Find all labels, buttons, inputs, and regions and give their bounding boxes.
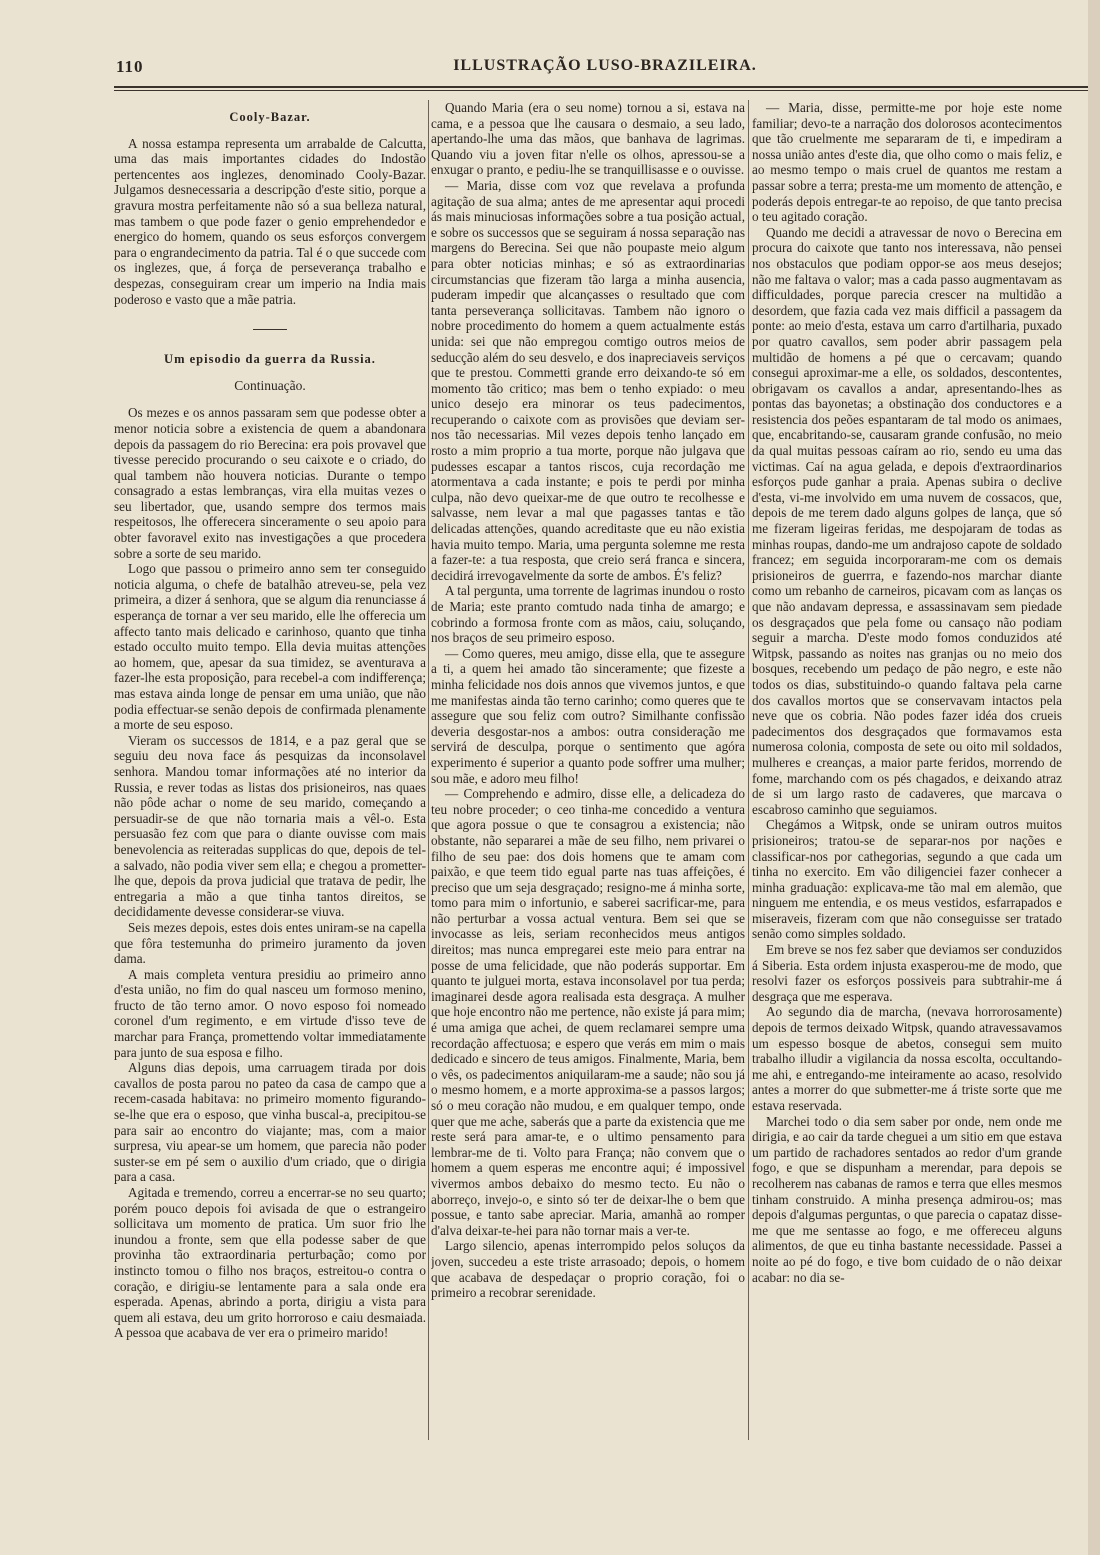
article-subtitle: Continuação. [234, 377, 306, 393]
page-header [116, 57, 1094, 85]
header-rule-thin [114, 90, 1094, 91]
article-paragraph: Chegámos a Witpsk, onde se uniram outros muitos prisioneiros; tratou-se de separar-nos por nações e classificar-nos por cathegorias, segundo a que cada um tinha no exercito. Em vão diligenciei fazer conhecer a minha graduação: explicava-me tão mal em alemão, que ninguem me entendia, e os meus vestidos, esfarrapados e miseraveis, fizeram com que não conseguisse ser tratado senão como simples soldado. [752, 817, 1062, 942]
article-paragraph: A nossa estampa representa um arrabalde de Calcutta, uma das mais importantes cidades do Indostão pertencentes aos inglezes, denominado Cooly-Bazar. Julgamos desnecessaria a descripção d'este sitio, porque a gravura mostra perfeitamente não só a sua belleza natural, mas tambem o que pode fazer o genio emprehendedor e energico do homem, quando os seus esforços convergem para o engrandecimento da patria. Tal é o que succede com os inglezes, que, á força de perseverança trabalho e despezas, conseguiram crear um imperio na India mais poderoso e vasto que a mãe patria. [114, 135, 426, 307]
article-paragraph: Agitada e tremendo, correu a encerrar-se no seu quarto; porém pouco depois foi avisada de que o estrangeiro sollicitava um momento de pratica. Um suor frio lhe inundou a fronte, sem que ella podesse saber de que provinha tão extraordinaria perturbação; como por instincto tomou o filho nos braços, estreitou-o contra o coração, e dirigiu-se lentamente para a sala onde era esperada. Apenas, abrindo a porta, dirigiu a vista para quem ali estava, deu um grito horroroso e caiu desmaiada. A pessoa que acabava de ver era o primeiro marido! [114, 1185, 426, 1341]
column-separator [428, 100, 429, 1440]
article-paragraph: Quando me decidi a atravessar de novo o Berecina em procura do caixote que tanto nos interessava, não pensei nos obstaculos que podiam oppor-se aos meus desejos; não me faltava o valor; mas a cada passo augmentavam as difficuldades, porque parecia crescer na multidão a desordem, que fazia cada vez mais difficil a passagem da ponte: ao meio d'esta, estava um carro d'artilharia, puxado por quatro cavallos, sem poder abrir passagem pela multidão de homens a pé que o cercavam; quando consegui aproximar-me a elle, os soldados, descontentes, obrigavam os cavallos a andar, apresentando-lhes as pontas das bayonetas; a obstinação dos conductores e a resistencia dos peões espantaram de tal modo os animaes, que, encabritando-se, causaram grande confusão, no meio da qual muitas pessoas caíram ao rio, sendo eu uma das victimas. Caí na agua gelada, e depois d'extraordinarios esforços pude ganhar a praia. Apenas subira o declive d'esta, vi-me involvido em uma nuvem de cossacos, que, depois de me terem dado alguns golpes de lança, que só me fizeram ligeiras feridas, me despojaram de todas as minhas roupas, dando-me um andrajoso capote de soldado francez; em seguida incorporaram-me com os demais prisioneiros de guerrra, e fazendo-nos marchar diante como um rebanho de carneiros, picavam com as lanças os que não andavam depressa, e assassinavam sem piedade os desgraçados que pela fome ou cansaço não podiam seguir a marcha. D'este modo fomos conduzidos até Witpsk, passando as noites nas granjas ou no meio dos bosques, recebendo um pedaço de pão negro, e este não todos os dias, substituindo-o quando faltava pela carne dos cavallos mortos que se conservavam intactos pela neve que os cobria. Não podes fazer idéa dos crueis padecimentos dos desgraçados que formavamos esta numerosa colonia, composta de sete ou oito mil soldados, mulheres e creanças, a maior parte feridos, morrendo de fome, marchando com os pés chagados, e deixando atraz de si um largo rasto de cadaveres, que marcava o escabroso caminho que seguiamos. [752, 224, 1062, 817]
article-paragraph: A mais completa ventura presidiu ao primeiro anno d'esta união, no fim do qual nasceu um formoso menino, fructo de tão terno amor. O novo esposo foi nomeado coronel d'um regimento, e em virtude d'isso teve de marchar para França, promettendo voltar immediatamente para junto de sua esposa e filho. [114, 966, 426, 1060]
page-edge [1088, 0, 1100, 1555]
article-paragraph: — Maria, disse com voz que revelava a profunda agitação de sua alma; antes de me apresentar aqui procedi ás mais minuciosas informações sobre a tua posição actual, e sobre os successos que se seguiram á nossa separação nas margens do Berecina. Sei que não poupaste meio algum para obter noticias minhas; e só as extraordinarias circumstancias que fizeram tão larga a minha ausencia, puderam impedir que alcançasses o resultado que com tanta perseverança sollicitavas. Tambem não ignoro o nobre procedimento do homem a quem actualmente estás unida: sei que não empregou comtigo outros meios de seducção além do seu desvelo, e dos inapreciaveis serviços que te prestou. Commetti grande erro deixando-te só em momento tão critico; mas bem o tenho expiado: o meu unico desejo era minorar os teus padecimentos, recuperando o caixote com as provisões que deviam ser-nos tão necessarias. Mil vezes depois tenho lançado em rosto a mim proprio a tua morte, porque não julgava que pudesses escapar a tantos riscos, cuja recordação me atormentava a cada instante; e pois te perdi por minha culpa, não devo queixar-me de que outro te recolhesse e salvasse, nem levar a mal que pagasses tantas e tão delicadas attenções, quando acreditaste que eu não existia havia muito tempo. Maria, uma pergunta solemne me resta a fazer-te: a tua resposta, que creio será franca e sincera, decidirá irrevogavelmente da sorte de ambos. É's feliz? [431, 177, 745, 583]
column-1 [114, 100, 426, 1442]
running-title: ILLUSTRAÇÃO LUSO-BRAZILEIRA. [453, 57, 757, 74]
page-number: 110 [116, 57, 144, 76]
article-paragraph: Seis mezes depois, estes dois entes uniram-se na capella que fôra testemunha do primeiro juramento da joven dama. [114, 919, 426, 967]
article-paragraph: Marchei todo o dia sem saber por onde, nem onde me dirigia, e ao cair da tarde cheguei a um sitio em que estava um partido de rachadores sentados ao redor d'um grande fogo, e que se dispunham a merendar, para depois se recolherem nas cabanas de ramos e terra que elles mesmos tinham construido. A minha presença admirou-os; mas depois d'algumas perguntas, o que parecia o capataz disse-me que me sentasse ao fogo, e me offereceu alguns alimentos, de que eu tinha bastante necessidade. Passei a noite ao pé do fogo, e tive bom cuidado de o não deixar acabar: no dia se- [752, 1113, 1062, 1285]
header-rule [114, 86, 1094, 88]
article-paragraph: Quando Maria (era o seu nome) tornou a si, estava na cama, e a pessoa que lhe causara o desmaio, a seu lado, apertando-lhe uma das mãos, que banhava de lagrimas. Quando viu a joven fitar n'elle os olhos, apressou-se a enxugar o pranto, e pediu-lhe se tranquillisasse e o ouvisse. [431, 100, 745, 178]
article-paragraph: Alguns dias depois, uma carruagem tirada por dois cavallos de posta parou no pateo da casa de campo que a recem-casada habitava: no primeiro momento figurando-se-lhe que era o esposo, que vinha buscal-a, precipitou-se para sair ao encontro do viajante; mas, com a maior surpresa, viu apear-se um homem, que parecia não poder suster-se em pé sem o auxilio d'um criado, que o dirigia para a casa. [114, 1060, 426, 1185]
article-title-cooly-bazar: Cooly-Bazar. [229, 110, 311, 124]
column-3 [752, 100, 1062, 1442]
article-paragraph: Largo silencio, apenas interrompido pelos soluços da joven, succedeu a este triste arrasoado; depois, o homem que acabava de despedaçar o proprio coração, foi o primeiro a recobrar serenidade. [431, 1238, 745, 1301]
section-divider [253, 329, 287, 330]
article-paragraph: — Maria, disse, permitte-me por hoje este nome familiar; devo-te a narração dos dolorosos acontecimentos que tão cruelmente me separaram de ti, e impediram a nossa união antes d'este dia, que olho como o mais feliz, e ao mesmo tempo o mais cruel de quantos me restam a passar sobre a terra; presta-me um momento de attenção, e poderás depois entregar-te ao repoiso, de que tanto precisa o teu agitado coração. [752, 100, 1062, 225]
article-title-episodio: Um episodio da guerra da Russia. [164, 352, 376, 367]
article-paragraph: Vieram os successos de 1814, e a paz geral que se seguiu deu nova face ás pesquizas da inconsolavel senhora. Mandou tomar informações até no interior da Russia, e rever todas as listas dos prisioneiros, nas quaes não pôde achar o nome de seu marido, começando a persuadir-se de que não tornaria mais a vêl-o. Esta persuasão fez com que para o diante ouvisse com mais benevolencia as reiteradas supplicas do que, depois de tel-a salvado, não podia viver sem ella; e chegou a prometter-lhe que, depois da prova judicial que tratava de pedir, lhe entregaria a mão a que tinha tantos direitos, se decididamente devesse considerar-se viuva. [114, 732, 426, 920]
article-paragraph: Em breve se nos fez saber que deviamos ser conduzidos á Siberia. Esta ordem injusta exasperou-me de modo, que resolvi fazer os esforços possiveis para subtrahir-me á desgraça que me esperava. [752, 942, 1062, 1004]
article-paragraph: — Comprehendo e admiro, disse elle, a delicadeza do teu nobre proceder; o ceo tinha-me concedido a ventura que agora possue o que te consagrou a existencia; não obstante, não separarei a mãe de seu filho, nem privarei o filho de seu pae: dos dois homens que te amam com paixão, e que teem tido egual parte nas tuas affeições, é preciso que um seja desgraçado; resigno-me á minha sorte, tomo para mim o infortunio, e saberei sacrificar-me, para não perturbar a vossa actual ventura. Bem sei que se invocasse as leis, seriam reconhecidos meus antigos direitos; mas nunca empregarei este meio para entrar na posse de uma felicidade, que não poderás supportar. Em quanto te julguei morta, estava inconsolavel por tua perda; imaginarei desde agora realisada esta desgraça. A mulher que hoje encontro não me pertence, não existe já para mim; é uma amiga que achei, de quem reclamarei sempre uma recordação affectuosa; e espero que verás em mim o mais dedicado e sincero de teus amigos. Finalmente, Maria, bem o vês, os padecimentos aniquilaram-me a saude; não sou já o mesmo homem, e a morte approxima-se a passos largos; só o meu coração não mudou, e em qualquer tempo, onde quer que me ache, saberás que a parte da existencia que me reste será para amar-te, e o ultimo pensamento para lembrar-me de ti. Volto para França; não convem que o homem a quem esperas me encontre aqui; é impossivel vivermos ambos debaixo do mesmo tecto. Eu não o aborreço, invejo-o, e sinto só ter de deixar-lhe o bem que possue, e tanto sabe apreciar. Maria, amanhã ao romper d'alva deixar-te-hei para não tornar mais a ver-te. [431, 786, 745, 1238]
column-separator [748, 100, 749, 1440]
article-paragraph: Ao segundo dia de marcha, (nevava horrorosamente) depois de termos deixado Witpsk, quando atravessavamos um espesso bosque de abetos, consegui sem muito trabalho illudir a vigilancia da nossa escolta, occultando-me ahi, e entregando-me inteiramente ao acaso, resolvido antes a morrer do que submetter-me á triste sorte que me estava reservada. [752, 1004, 1062, 1113]
article-paragraph: Logo que passou o primeiro anno sem ter conseguido noticia alguma, o chefe de batalhão atreveu-se, pela vez primeira, a dizer á senhora, que se algum dia renunciasse á esperança de tornar a ver seu marido, elle lhe offerecia um affecto tanto mais delicado e carinhoso, quanto que tinha estado occulto muito tempo. Ella devia muitas attenções ao homem, que, apesar da sua timidez, se aventurava a fazer-lhe esta proposição, para recebel-a com indifferença; mas estava ainda longe de pensar em uma união, que não podia effectuar-se senão depois de confirmada plenamente a morte de seu esposo. [114, 561, 426, 733]
column-2 [431, 100, 745, 1442]
article-paragraph: A tal pergunta, uma torrente de lagrimas inundou o rosto de Maria; este pranto comtudo nada tinha de amargo; e cobrindo a formosa fronte com as mãos, caiu, soluçando, nos braços de seu primeiro esposo. [431, 583, 745, 646]
article-paragraph: — Como queres, meu amigo, disse ella, que te assegure a ti, a quem hei amado tão sinceramente; que fizeste a minha felicidade nos dois annos que vivemos juntos, e que me manifestas ainda tão terno carinho; como queres que te assegure que sou feliz com outro? Similhante confissão deveria desgostar-nos a ambos: outra consideração me servirá de desculpa, porque o sentimento que agóra experimento é superior a quanto pode soffrer uma mulher; sou mãe, e adoro meu filho! [431, 645, 745, 786]
article-paragraph: Os mezes e os annos passaram sem que podesse obter a menor noticia sobre a existencia de quem a abandonara depois da passagem do rio Berecina: era pois provavel que tivesse perecido procurando o seu caixote e o criado, do qual tambem não houvera noticias. Durante o tempo consagrado a estas lembranças, vira ella muitas vezes o seu libertador, que, usando sempre dos termos mais respeitosos, lhe offerecera sinceramente o seu apoio para obter favoravel exito nas investigações a que procedera sobre a sorte de seu marido. [114, 405, 426, 561]
